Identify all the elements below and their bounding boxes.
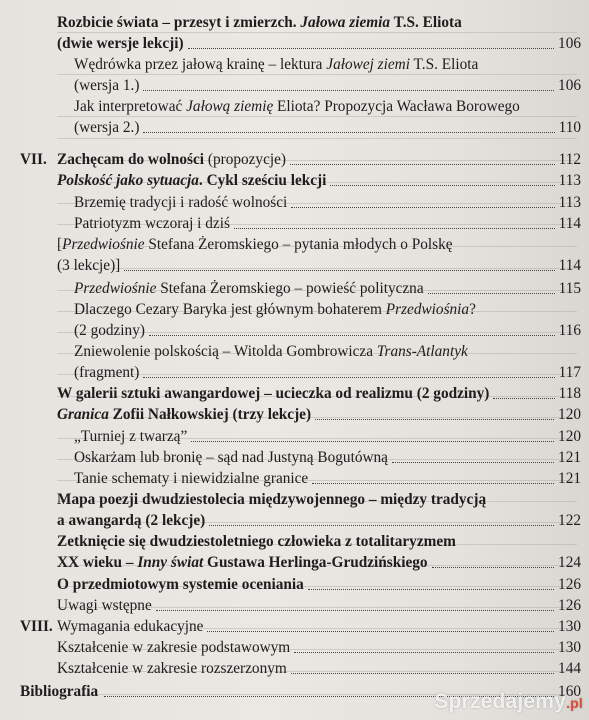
page-rule: [57, 268, 577, 269]
dot-leader: [143, 90, 554, 91]
entry-line: [57, 172, 326, 190]
page-number: 113: [558, 172, 581, 189]
dot-leader: [493, 398, 555, 399]
chapter-number: VII.: [20, 151, 47, 168]
entry-line: [57, 491, 486, 509]
entry-text: Zniewolenie polskością – Witolda Gombrowicza: [74, 343, 377, 360]
entry-text: W galerii sztuki awangardowej – ucieczka od realizmu (2 godziny): [57, 385, 490, 402]
page-number: 116: [558, 322, 581, 339]
entry-text: Mapa poezji dwudziestolecia międzywojennego – między tradycją: [57, 491, 487, 508]
page-number: 130: [558, 639, 581, 656]
entry-text: Zofii Nałkowskiej (trzy lekcje): [108, 406, 312, 423]
entry-line: [74, 280, 424, 298]
entry-text: ?: [469, 301, 476, 318]
chapter-number: VIII.: [20, 618, 53, 635]
page-number: 126: [558, 597, 581, 614]
entry-line: [57, 406, 311, 424]
entry-text: Patriotyzm wczoraj i dziś: [74, 215, 230, 232]
entry-text: (dwie wersje lekcji): [57, 35, 184, 52]
entry-line: [57, 257, 120, 275]
entry-line: [74, 449, 388, 467]
title-italic: Granica: [57, 406, 109, 423]
entry-text: „Turniej z twarzą”: [74, 428, 188, 445]
entry-line: [57, 660, 287, 678]
entry-line: [57, 639, 290, 657]
entry-text: (3 lekcje)]: [57, 257, 121, 274]
entry-line: [57, 597, 152, 615]
entry-text: Stefana Żeromskiego – pytania młodych o Polskę: [144, 236, 453, 253]
page-number: 118: [558, 385, 581, 402]
watermark-logo: [434, 690, 583, 714]
entry-text: Wędrówka przez jałową krainę – lektura: [74, 56, 327, 73]
dot-leader: [143, 132, 555, 133]
dot-leader: [156, 610, 554, 611]
entry-line: [74, 322, 145, 340]
entry-text: Kształcenie w zakresie podstawowym: [57, 639, 291, 656]
entry-line: [57, 385, 489, 403]
page-rule: [57, 116, 577, 117]
dot-leader: [188, 48, 554, 49]
entry-line: [57, 35, 184, 53]
page-number: 120: [558, 406, 581, 423]
entry-text: (wersja 1.): [74, 77, 140, 94]
entry-text: Brzemię tradycji i radość wolności: [74, 194, 288, 211]
entry-text: XX wieku –: [57, 554, 138, 571]
dot-leader: [149, 335, 555, 336]
entry-line: [57, 512, 205, 530]
page-number: 130: [558, 618, 581, 635]
entry-text: (propozycje): [204, 151, 286, 168]
page-number: 113: [558, 194, 581, 211]
page-rule: [57, 74, 577, 75]
dot-leader: [294, 652, 554, 653]
entry-text: (2 godziny): [74, 322, 145, 339]
title-italic: Jałowej ziemi: [326, 56, 410, 73]
dot-leader: [234, 228, 555, 229]
entry-text: a awangardą (2 lekcje): [57, 512, 206, 529]
entry-text: Stefana Żeromskiego – powieść polityczna: [156, 280, 424, 297]
title-italic: Trans-Atlantyk: [376, 343, 468, 360]
entry-text: Eliota? Propozycja Wacława Borowego: [273, 98, 520, 115]
dot-leader: [308, 589, 554, 590]
page-number: 121: [558, 449, 581, 466]
dot-leader: [143, 377, 555, 378]
entry-line: [57, 236, 453, 254]
dot-leader: [312, 483, 554, 484]
page-number: 115: [558, 280, 581, 297]
page-number: 112: [558, 151, 581, 168]
title-italic: Jałową ziemię: [186, 98, 274, 115]
dot-leader: [191, 441, 554, 442]
title-italic: Inny świat: [137, 554, 204, 571]
entry-line: [57, 576, 304, 594]
title-italic: Jałowa ziemia: [300, 14, 391, 31]
page-number: 126: [558, 576, 581, 593]
entry-line: [57, 618, 203, 636]
page-number: 106: [558, 35, 581, 52]
entry-line: [57, 533, 456, 551]
dot-leader: [432, 567, 554, 568]
section-title: Bibliografia: [20, 683, 99, 700]
page-number: 110: [558, 119, 581, 136]
dot-leader: [428, 293, 555, 294]
page-number: 124: [558, 554, 581, 571]
page-number: 120: [558, 428, 581, 445]
entry-line: [74, 98, 520, 116]
entry-text: Rozbicie świata – przesyt i zmierzch.: [57, 14, 301, 31]
entry-text: Oskarżam lub bronię – sąd nad Justyną Bogutówną: [74, 449, 388, 466]
entry-text: [: [57, 236, 63, 253]
entry-text: O przedmiotowym systemie oceniania: [57, 576, 304, 593]
dot-leader: [124, 270, 555, 271]
entry-text: Kształcenie w zakresie rozszerzonym: [57, 660, 287, 677]
entry-line: [57, 14, 462, 32]
entry-text: (wersja 2.): [74, 119, 140, 136]
entry-line: [74, 119, 139, 137]
entry-text: T.S. Eliota: [409, 56, 479, 73]
entry-line: [74, 194, 287, 212]
dot-leader: [207, 631, 554, 632]
entry-line: [57, 554, 428, 572]
entry-text: Jak interpretować: [74, 98, 187, 115]
dot-leader: [290, 164, 555, 165]
page-number: 114: [558, 257, 581, 274]
title-italic: Polskość jako sytuacja: [57, 172, 199, 189]
page-number: 114: [558, 215, 581, 232]
entry-line: [57, 151, 286, 169]
entry-text: T.S. Eliota: [390, 14, 462, 31]
entry-line: [74, 56, 478, 74]
dot-leader: [209, 525, 554, 526]
title-italic: Przedwiośnie: [74, 280, 157, 297]
dot-leader: [291, 673, 554, 674]
entry-line: [74, 77, 139, 95]
entry-line: [74, 301, 476, 319]
watermark-suffix: .pl: [566, 695, 583, 711]
dot-leader: [315, 419, 554, 420]
page-number: 122: [558, 512, 581, 529]
entry-text: Zachęcam do wolności: [57, 151, 205, 168]
entry-text: Uwagi wstępne: [57, 597, 152, 614]
watermark-text: Sprzedajemy: [434, 690, 567, 713]
page-rule: [57, 32, 577, 33]
page-number: 144: [558, 660, 581, 677]
entry-line: [74, 428, 187, 446]
page-number: 106: [558, 77, 581, 94]
dot-leader: [392, 462, 554, 463]
page-number: 160: [558, 683, 581, 700]
dot-leader: [291, 207, 555, 208]
entry-text: Wymagania edukacyjne: [57, 618, 204, 635]
dot-leader: [330, 185, 555, 186]
entry-line: [74, 215, 230, 233]
title-italic: Przedwiośnia: [385, 301, 470, 318]
entry-text: Gustawa Herlinga-Grudzińskiego: [203, 554, 428, 571]
entry-text: (fragment): [74, 364, 140, 381]
page-number: 121: [558, 470, 581, 487]
entry-text: . Cykl sześciu lekcji: [198, 172, 327, 189]
page-number: 117: [558, 364, 581, 381]
entry-line: [74, 343, 468, 361]
title-italic: Przedwiośnie: [62, 236, 145, 253]
entry-text: Dlaczego Cezary Baryka jest głównym bohaterem: [74, 301, 386, 318]
entry-line: [74, 364, 139, 382]
entry-line: [74, 470, 308, 488]
entry-text: Zetknięcie się dwudziestoletniego człowieka z totalitaryzmem: [57, 533, 456, 550]
page-rule: [57, 138, 577, 139]
entry-text: Tanie schematy i niewidzialne granice: [74, 470, 309, 487]
